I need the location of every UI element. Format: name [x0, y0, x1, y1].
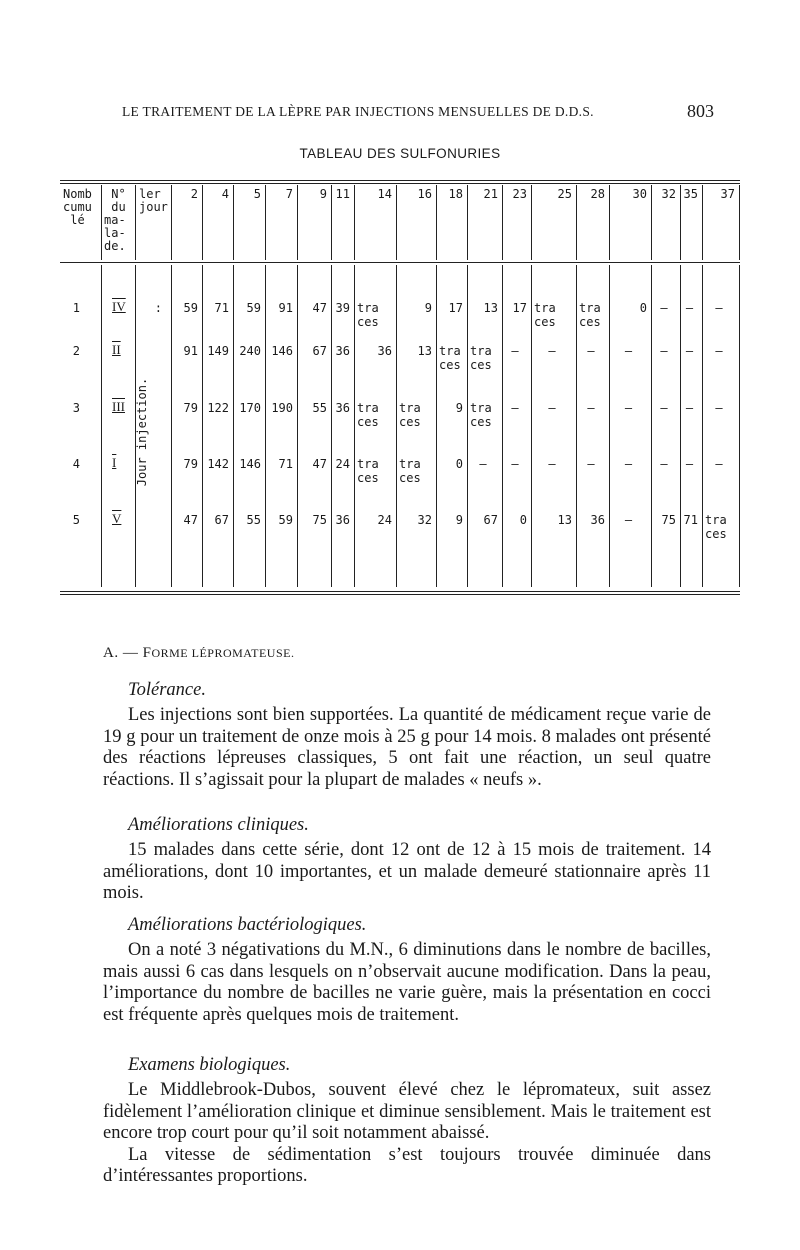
table-cell: 55 [246, 513, 261, 527]
cell-traces: tra ces [357, 457, 379, 485]
bio-paragraph [103, 1080, 711, 1188]
table-cell: 75 [661, 513, 676, 527]
table-cell: 47 [312, 457, 327, 471]
cell-traces: tra ces [470, 401, 492, 429]
table-cell: – [587, 401, 595, 415]
header-column-divider [680, 185, 681, 260]
bio-text-1: Le Middlebrook-Dubos, souvent élevé chez le lépromateux, suit assez fidèlement l’amélioration clinique et diminue sensiblement. Mais le traitement est encore trop court pour qu’il soit notamment abaissé. [103, 1080, 711, 1143]
table-cell: – [660, 401, 668, 415]
column-header-day: 37 [720, 187, 735, 201]
table-cell: 47 [183, 513, 198, 527]
cell-traces: tra ces [579, 301, 601, 329]
header-column-divider [233, 185, 234, 260]
table-cell: 146 [239, 457, 261, 471]
table-cell: – [624, 401, 633, 415]
table-cell: 36 [377, 344, 392, 358]
table-cell: 13 [483, 301, 498, 315]
header-column-divider [651, 185, 652, 260]
cell-traces: tra ces [439, 344, 461, 372]
body-column-divider [354, 265, 355, 587]
table-cell: – [660, 457, 668, 471]
table-bottom-rule-2 [60, 594, 740, 595]
rotated-injection-label: Jour injection. [135, 377, 150, 487]
table-cell: 71 [214, 301, 229, 315]
table-cell: 170 [239, 401, 261, 415]
running-title: LE TRAITEMENT DE LA LÈPRE PAR INJECTIONS MENSUELLES DE D.D.S. [122, 104, 594, 119]
table-cell: 91 [183, 344, 198, 358]
cell-traces: tra ces [357, 301, 379, 329]
cell-traces: tra ces [399, 401, 421, 429]
table-cell: 17 [448, 301, 463, 315]
header-column-divider [609, 185, 610, 260]
table-cell: 9 [455, 513, 463, 527]
cell-traces: tra ces [534, 301, 556, 329]
table-cell: 79 [183, 401, 198, 415]
table-cell: – [479, 457, 487, 471]
column-header-day: 7 [285, 187, 293, 201]
table-cell: – [624, 344, 633, 358]
row-number: 4 [72, 457, 80, 471]
table-cell: 0 [639, 301, 647, 315]
column-header-day: 11 [335, 187, 350, 201]
header-column-divider [265, 185, 266, 260]
table-cell: 71 [278, 457, 293, 471]
column-header-day: 5 [253, 187, 261, 201]
column-header-day: 2 [190, 187, 198, 201]
row-number: 1 [72, 301, 80, 315]
table-cell: 142 [207, 457, 229, 471]
header-column-divider [331, 185, 332, 260]
table-cell: 13 [417, 344, 432, 358]
table-cell: – [660, 344, 668, 358]
table-top-rule [60, 180, 740, 181]
first-row-colon: : [154, 301, 162, 315]
table-cell: – [548, 344, 556, 358]
table-cell: 71 [683, 513, 698, 527]
table-bottom-rule [60, 591, 740, 592]
column-header-day: 25 [557, 187, 572, 201]
header-premier-jour: ler jour [139, 187, 168, 214]
column-header-day: 21 [483, 187, 498, 201]
body-column-divider [531, 265, 532, 587]
header-column-divider [467, 185, 468, 260]
cell-traces: tra ces [470, 344, 492, 372]
cell-traces: tra ces [357, 401, 379, 429]
table-cell: – [548, 457, 556, 471]
header-column-divider [171, 185, 172, 260]
table-cell: – [548, 401, 556, 415]
table-cell: 32 [417, 513, 432, 527]
table-cell: – [685, 457, 694, 471]
row-number: 2 [72, 344, 80, 358]
table-cell: – [587, 344, 595, 358]
table-cell: 36 [335, 344, 350, 358]
header-column-divider [101, 185, 102, 260]
table-cell: 36 [590, 513, 605, 527]
column-header-day: 23 [512, 187, 527, 201]
table-cell: – [685, 301, 694, 315]
table-top-rule-2 [60, 183, 740, 184]
table-cell: 59 [246, 301, 261, 315]
table-cell: 79 [183, 457, 198, 471]
table-cell: 24 [377, 513, 392, 527]
table-cell: 67 [483, 513, 498, 527]
header-column-divider [135, 185, 136, 260]
column-header-day: 9 [319, 187, 327, 201]
body-column-divider [739, 265, 740, 587]
clinical-heading: Améliorations cliniques. [128, 815, 309, 835]
header-nombre-cumule: Nomb cumu lé [63, 187, 92, 227]
table-cell: – [624, 513, 633, 527]
table-cell: 67 [214, 513, 229, 527]
table-cell: 0 [519, 513, 527, 527]
table-cell: 47 [312, 301, 327, 315]
table-cell: 146 [271, 344, 293, 358]
tolerance-paragraph [103, 705, 711, 791]
section-title: A. — FORME LÉPROMATEUSE. [103, 645, 295, 661]
table-cell: 149 [207, 344, 229, 358]
table-cell: – [587, 457, 595, 471]
bacterio-heading: Améliorations bactériologiques. [128, 915, 367, 935]
header-column-divider [739, 185, 740, 260]
column-header-day: 16 [417, 187, 432, 201]
header-column-divider [396, 185, 397, 260]
table-cell: – [715, 344, 723, 358]
table-cell: 91 [278, 301, 293, 315]
table-cell: – [715, 457, 723, 471]
column-header-day: 28 [590, 187, 605, 201]
table-cell: – [715, 401, 723, 415]
page-number: 803 [687, 101, 714, 121]
body-column-divider [101, 265, 102, 587]
patient-number-roman: IV [112, 299, 126, 314]
table-cell: – [685, 344, 694, 358]
table-cell: 59 [278, 513, 293, 527]
table-cell: 17 [512, 301, 527, 315]
header-column-divider [531, 185, 532, 260]
running-header [122, 101, 714, 121]
cell-traces: tra ces [399, 457, 421, 485]
header-column-divider [436, 185, 437, 260]
column-header-day: 32 [661, 187, 676, 201]
table-cell: 55 [312, 401, 327, 415]
column-header-day: 18 [448, 187, 463, 201]
header-column-divider [702, 185, 703, 260]
table-cell: 75 [312, 513, 327, 527]
table-cell: 9 [424, 301, 432, 315]
column-header-day: 14 [377, 187, 392, 201]
patient-number-roman: II [112, 342, 121, 357]
patient-number-roman: V [112, 511, 122, 526]
table-header-rule [60, 262, 740, 263]
table-cell: 36 [335, 513, 350, 527]
table-title: TABLEAU DES SULFONURIES [299, 146, 501, 161]
bio-text-2: La vitesse de sédimentation s’est toujours trouvée diminuée dans d’intéressantes proportions. [103, 1144, 711, 1186]
table-cell: 0 [455, 457, 463, 471]
header-column-divider [576, 185, 577, 260]
table-cell: – [511, 344, 519, 358]
table-cell: 24 [335, 457, 350, 471]
clinical-text: 15 malades dans cette série, dont 12 ont de 12 à 15 mois de traitement. 14 améliorations, dont 10 importantes, et un malade demeuré stationnaire après 11 mois. [103, 840, 711, 903]
table-cell: 240 [239, 344, 261, 358]
header-column-divider [202, 185, 203, 260]
table-cell: – [715, 301, 723, 315]
table-cell: 13 [557, 513, 572, 527]
bacterio-text: On a noté 3 négativations du M.N., 6 diminutions dans le nombre de bacilles, mais aussi 6 cas dans lesquels on n’observait aucune modification. Dans la peau, l’importance du nombre de bacilles ne varie guère, mais la présentation en cocci est fréquente après quelques mois de traitement. [103, 940, 711, 1025]
row-number: 3 [72, 401, 80, 415]
table-cell: – [511, 401, 519, 415]
column-header-day: 4 [221, 187, 229, 201]
bacterio-paragraph [103, 940, 711, 1026]
header-column-divider [354, 185, 355, 260]
patient-number-roman: I [112, 455, 117, 470]
bio-heading: Examens biologiques. [128, 1055, 291, 1075]
body-column-divider [576, 265, 577, 587]
row-number: 5 [72, 513, 80, 527]
column-header-day: 35 [683, 187, 698, 201]
header-column-divider [297, 185, 298, 260]
table-cell: 39 [335, 301, 350, 315]
cell-traces: tra ces [705, 513, 727, 541]
table-cell: – [511, 457, 519, 471]
patient-number-roman: III [112, 399, 125, 414]
table-cell: 36 [335, 401, 350, 415]
table-cell: 9 [455, 401, 463, 415]
table-cell: – [685, 401, 694, 415]
clinical-paragraph [103, 840, 711, 905]
table-cell: – [624, 457, 633, 471]
table-cell: 190 [271, 401, 293, 415]
column-header-day: 30 [632, 187, 647, 201]
tolerance-text: Les injections sont bien supportées. La quantité de médicament reçue varie de 19 g pour un traitement de onze mois à 25 g pour 14 mois. 8 malades ont présenté des réactions lépreuses classiques, 5 ont fait une réaction, un seul quatre réactions. Il s’agissait pour la plupart de malades « neufs ». [103, 705, 711, 790]
header-column-divider [502, 185, 503, 260]
table-cell: – [660, 301, 668, 315]
table-cell: 67 [312, 344, 327, 358]
table-cell: 59 [183, 301, 198, 315]
table-cell: 122 [207, 401, 229, 415]
body-column-divider [135, 265, 136, 587]
header-numero-malade: N° du ma- la- de. [104, 187, 126, 253]
tolerance-heading: Tolérance. [128, 680, 206, 700]
